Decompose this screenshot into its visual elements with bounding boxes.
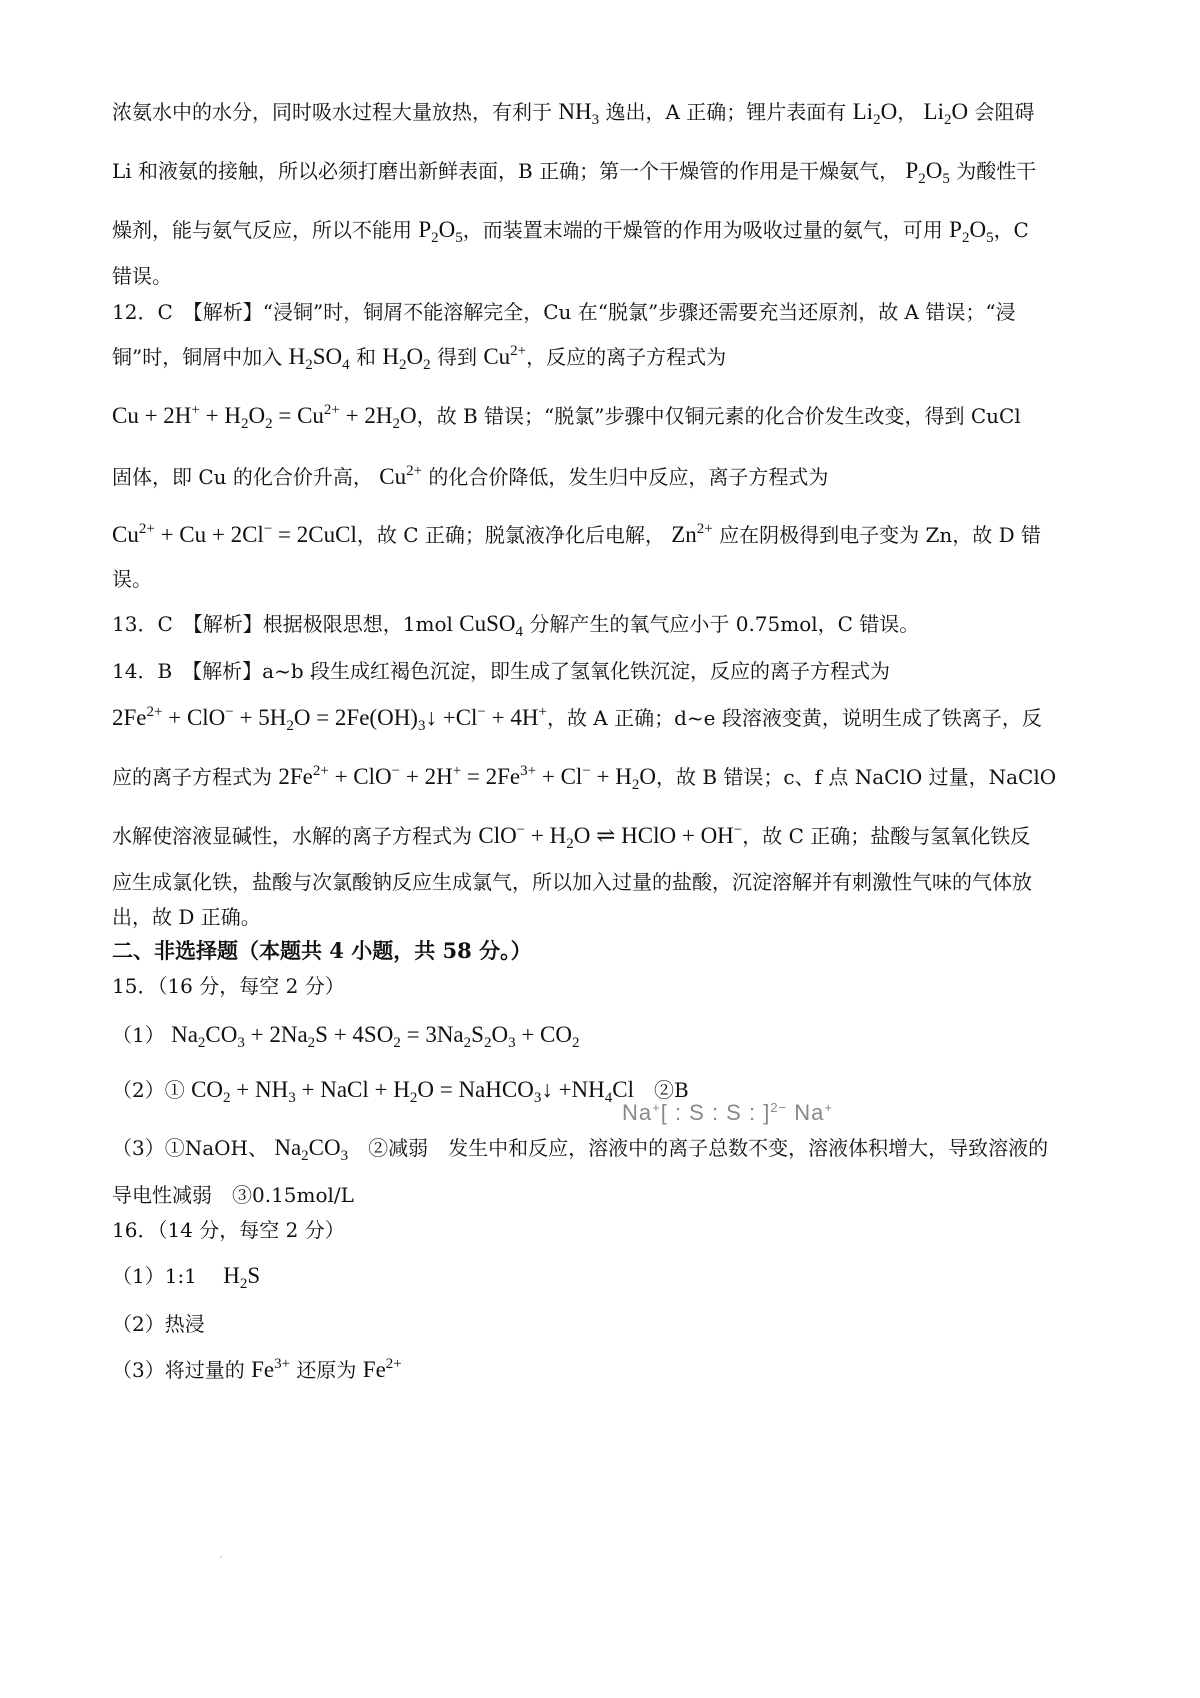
text-line: 水解使溶液显碱性，水解的离子方程式为 $ClO^- + H_2O$ ⇌ HClO + OH−，故 C 正确；盐酸与氢氧化铁反 xyxy=(112,822,1031,852)
equation-line: $Cu + 2H^+ + H_2O_2 = Cu^{2+} + 2H_2O$，故 B 错误；“脱氯”步骤中仅铜元素的化合价发生改变，得到 CuCl xyxy=(112,402,1021,432)
question-15-line: 15．（16 分，每空 2 分） xyxy=(112,974,345,998)
scan-speck xyxy=(220,1556,222,1558)
equation-line: （1） $Na_2CO_3 + 2Na_2S + 4SO_2 = 3Na_2S_2O_3 + CO_2$ xyxy=(112,1022,580,1051)
section-heading: 二、非选择题（本题共 4 小题，共 58 分。） xyxy=(112,938,532,963)
text-line: （3）将过量的 $Fe^{3+}$ 还原为 $Fe^{2+}$ xyxy=(112,1356,402,1382)
question-16-line: 16．（14 分，每空 2 分） xyxy=(112,1218,345,1242)
text-line: 浓氨水中的水分，同时吸水过程大量放热，有利于 $NH_3$ 逸出，A 正确；锂片表面有 $Li_2O$， $Li_2O$ 会阻碍 xyxy=(112,99,1035,128)
text-line: （1）1:1 $H_2S$ xyxy=(112,1263,261,1292)
question-13-line: 13．C 【解析】根据极限思想，1mol CuSO$_4$ 分解产生的氧气应小于 0.75mol，C 错误。 xyxy=(112,611,920,640)
text-line: 应生成氯化铁，盐酸与次氯酸钠反应生成氯气，所以加入过量的盐酸，沉淀溶解并有刺激性气味的气体放 xyxy=(112,870,1032,894)
text-line: 燥剂，能与氨气反应，所以不能用 $P_2O_5$，而装置末端的干燥管的作用为吸收过量的氨气，可用 $P_2O_5$，C xyxy=(112,217,1029,246)
text-line: 误。 xyxy=(112,567,152,591)
equation-line: $Cu^{2+} + Cu + 2Cl^-$ = 2CuCl，故 C 正确；脱氯液净化后电解， $Zn^{2+}$ 应在阴极得到电子变为 Zn，故 D 错 xyxy=(112,521,1041,547)
question-14-line: 14．B 【解析】a~b 段生成红褐色沉淀，即生成了氢氧化铁沉淀，反应的离子方程式为 xyxy=(112,659,890,683)
text-line: 固体，即 Cu 的化合价升高， $Cu^{2+}$ 的化合价降低，发生归中反应，离子方程式为 xyxy=(112,463,829,489)
text-line: 出，故 D 正确。 xyxy=(112,905,261,929)
text-line: 应的离子方程式为 $2Fe^{2+} + ClO^- + 2H^+ = 2Fe^{3+} + Cl^- + H_2O$，故 B 错误；c、f 点 NaClO 过量，NaClO xyxy=(112,763,1057,793)
text-line: Li 和液氨的接触，所以必须打磨出新鲜表面，B 正确；第一个干燥管的作用是干燥氨气， $P_2O_5$ 为酸性干 xyxy=(112,158,1037,187)
text-line: （3）①NaOH、 $Na_2CO_3$ ②减弱 发生中和反应，溶液中的离子总数不变，溶液体积增大，导致溶液的 xyxy=(112,1135,1049,1164)
text-line: （2）热浸 xyxy=(112,1312,205,1336)
text-line: 铜”时，铜屑中加入 $H_2SO_4$ 和 $H_2O_2$ 得到 $Cu^{2+}$，反应的离子方程式为 xyxy=(112,343,727,373)
text-line: 导电性减弱 ③0.15mol/L xyxy=(112,1183,354,1207)
question-12-line: 12．C 【解析】“浸铜”时，铜屑不能溶解完全，Cu 在“脱氯”步骤还需要充当还原剂，故 A 错误；“浸 xyxy=(112,300,1016,324)
equation-line: $2Fe^{2+} + ClO^- + 5H_2O$ = $2Fe(OH)_3↓ +Cl^- + 4H^+$，故 A 正确；d~e 段溶液变黄，说明生成了铁离子，反 xyxy=(112,704,1042,734)
equation-line: （2）① $CO_2 + NH_3$ + NaCl + $H_2O$ = NaHCO$_3$↓ $+NH_4Cl$ ②B xyxy=(112,1077,689,1106)
electron-formula-image: Na+[ : S : S : ]$^{2-}$ Na+ xyxy=(622,1100,833,1125)
text-line: 错误。 xyxy=(112,264,172,288)
